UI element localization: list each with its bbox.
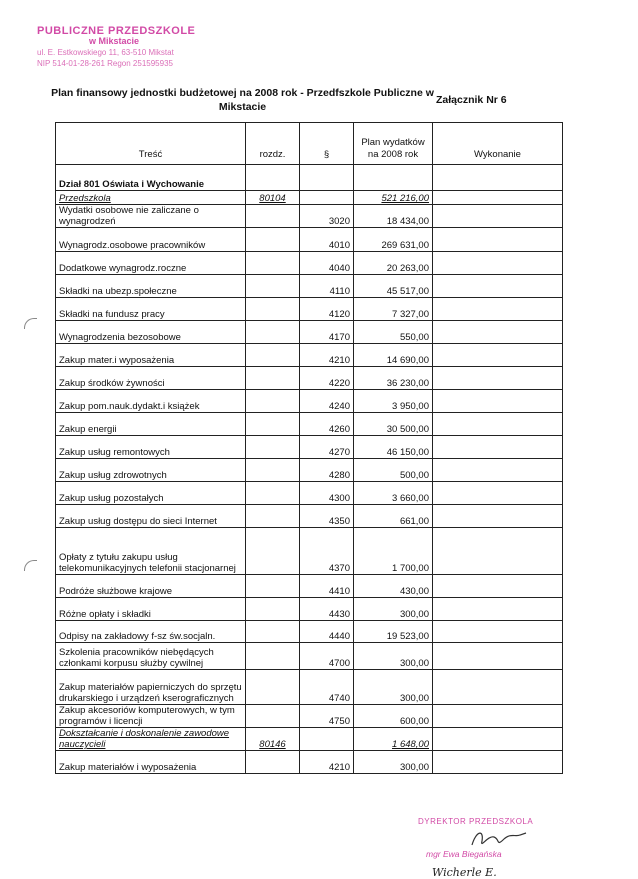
row-paragraph: 4370 <box>300 528 354 575</box>
row-rozdz <box>246 298 300 321</box>
row-rozdz <box>246 413 300 436</box>
table-row <box>56 670 563 705</box>
row-rozdz <box>246 436 300 459</box>
table-row <box>56 728 563 751</box>
director-name: mgr Ewa Biegańska <box>426 849 502 859</box>
row-plan-value: 661,00 <box>354 505 433 528</box>
row-tresc: Podróże służbowe krajowe <box>56 575 246 598</box>
row-wykonanie <box>433 705 563 728</box>
row-wykonanie <box>433 436 563 459</box>
col-header-rozdz: rozdz. <box>246 123 300 165</box>
table-row <box>56 275 563 298</box>
row-paragraph: 4210 <box>300 751 354 774</box>
row-plan-value: 300,00 <box>354 751 433 774</box>
row-tresc: Dokształcanie i doskonalenie zawodowe nauczycieli <box>56 728 246 751</box>
row-tresc: Szkolenia pracowników niebędących członkami korpusu służby cywilnej <box>56 643 246 670</box>
row-paragraph: 4110 <box>300 275 354 298</box>
table-row <box>56 367 563 390</box>
row-rozdz <box>246 598 300 621</box>
table-row <box>56 575 563 598</box>
stamp-line: w Mikstacie <box>89 36 140 46</box>
row-plan-value: 430,00 <box>354 575 433 598</box>
col-header-wykonanie: Wykonanie <box>433 123 563 165</box>
document-title: Plan finansowy jednostki budżetowej na 2008 rok - Przedfszkole Publiczne w Mikstacie <box>51 87 434 113</box>
row-tresc: Zakup materiałów papierniczych do sprzętu drukarskiego i urządzeń kserograficznych <box>56 670 246 705</box>
row-plan-value: 20 263,00 <box>354 252 433 275</box>
row-rozdz <box>246 505 300 528</box>
row-rozdz: 80146 <box>246 728 300 751</box>
row-paragraph: 4120 <box>300 298 354 321</box>
row-tresc: Odpisy na zakładowy f-sz św.socjaln. <box>56 621 246 643</box>
row-paragraph <box>300 191 354 205</box>
row-tresc: Zakup środków żywności <box>56 367 246 390</box>
row-plan-value: 19 523,00 <box>354 621 433 643</box>
row-plan-value: 300,00 <box>354 598 433 621</box>
table-row <box>56 621 563 643</box>
row-rozdz <box>246 321 300 344</box>
row-plan-value: 600,00 <box>354 705 433 728</box>
row-tresc: Składki na fundusz pracy <box>56 298 246 321</box>
row-paragraph: 4300 <box>300 482 354 505</box>
table-row <box>56 298 563 321</box>
table-row <box>56 482 563 505</box>
row-tresc: Zakup usług dostępu do sieci Internet <box>56 505 246 528</box>
row-tresc: Przedszkola <box>56 191 246 205</box>
row-rozdz <box>246 575 300 598</box>
table-row <box>56 705 563 728</box>
row-paragraph: 4740 <box>300 670 354 705</box>
row-paragraph: 4430 <box>300 598 354 621</box>
row-paragraph: 4280 <box>300 459 354 482</box>
row-wykonanie <box>433 275 563 298</box>
row-tresc: Zakup usług pozostałych <box>56 482 246 505</box>
row-plan-value: 500,00 <box>354 459 433 482</box>
row-plan-value: 550,00 <box>354 321 433 344</box>
row-paragraph: 4210 <box>300 344 354 367</box>
row-paragraph <box>300 728 354 751</box>
row-tresc: Zakup usług remontowych <box>56 436 246 459</box>
row-tresc: Dodatkowe wynagrodz.roczne <box>56 252 246 275</box>
row-wykonanie <box>433 390 563 413</box>
table-row <box>56 390 563 413</box>
row-plan-value: 45 517,00 <box>354 275 433 298</box>
row-plan-value: 3 660,00 <box>354 482 433 505</box>
table-row <box>56 191 563 205</box>
row-rozdz <box>246 228 300 252</box>
row-plan-value: 300,00 <box>354 670 433 705</box>
section-row <box>56 165 563 191</box>
institution-stamp <box>37 25 195 68</box>
row-paragraph: 4350 <box>300 505 354 528</box>
row-plan-value: 269 631,00 <box>354 228 433 252</box>
row-wykonanie <box>433 670 563 705</box>
row-paragraph: 4440 <box>300 621 354 643</box>
row-rozdz <box>246 344 300 367</box>
row-rozdz <box>246 621 300 643</box>
row-wykonanie <box>433 598 563 621</box>
punch-hole-mark <box>24 318 37 329</box>
row-wykonanie <box>433 321 563 344</box>
row-rozdz <box>246 367 300 390</box>
attachment-label: Załącznik Nr 6 <box>436 94 507 106</box>
row-wykonanie <box>433 728 563 751</box>
row-paragraph: 4700 <box>300 643 354 670</box>
financial-plan-table <box>55 122 563 774</box>
table-row <box>56 228 563 252</box>
stamp-line: NIP 514-01-28-261 Regon 251595935 <box>37 59 173 68</box>
row-rozdz <box>246 528 300 575</box>
row-rozdz: 80104 <box>246 191 300 205</box>
row-plan-value: 1 700,00 <box>354 528 433 575</box>
row-tresc: Opłaty z tytułu zakupu usług telekomunikacyjnych telefonii stacjonarnej <box>56 528 246 575</box>
row-plan-value: 521 216,00 <box>354 191 433 205</box>
row-wykonanie <box>433 252 563 275</box>
col-header-paragraph: § <box>300 123 354 165</box>
row-rozdz <box>246 252 300 275</box>
row-tresc: Zakup pom.nauk.dydakt.i książek <box>56 390 246 413</box>
row-paragraph: 4040 <box>300 252 354 275</box>
col-header-plan: Plan wydatków na 2008 rok <box>354 123 433 165</box>
row-paragraph: 4240 <box>300 390 354 413</box>
table-row <box>56 321 563 344</box>
row-wykonanie <box>433 751 563 774</box>
row-plan-value: 1 648,00 <box>354 728 433 751</box>
row-paragraph: 4260 <box>300 413 354 436</box>
row-plan-value: 46 150,00 <box>354 436 433 459</box>
row-rozdz <box>246 751 300 774</box>
row-tresc: Różne opłaty i składki <box>56 598 246 621</box>
row-wykonanie <box>433 482 563 505</box>
table-row <box>56 459 563 482</box>
row-tresc: Zakup usług zdrowotnych <box>56 459 246 482</box>
table-row <box>56 598 563 621</box>
row-tresc: Wydatki osobowe nie zaliczane o wynagrodzeń <box>56 205 246 228</box>
row-tresc: Składki na ubezp.społeczne <box>56 275 246 298</box>
row-wykonanie <box>433 228 563 252</box>
table-row <box>56 528 563 575</box>
row-tresc: Zakup akcesoriów komputerowych, w tym programów i licencji <box>56 705 246 728</box>
handwritten-name: Wicherle E. <box>432 866 497 879</box>
row-rozdz <box>246 459 300 482</box>
table-row <box>56 344 563 367</box>
row-wykonanie <box>433 621 563 643</box>
row-wykonanie <box>433 575 563 598</box>
row-plan-value: 3 950,00 <box>354 390 433 413</box>
row-rozdz <box>246 643 300 670</box>
stamp-line: ul. E. Estkowskiego 11, 63-510 Mikstat <box>37 48 174 57</box>
row-paragraph: 4010 <box>300 228 354 252</box>
table-row <box>56 252 563 275</box>
row-plan-value: 18 434,00 <box>354 205 433 228</box>
row-tresc: Zakup mater.i wyposażenia <box>56 344 246 367</box>
row-plan-value: 7 327,00 <box>354 298 433 321</box>
row-plan-value: 36 230,00 <box>354 367 433 390</box>
row-tresc: Wynagrodz.osobowe pracowników <box>56 228 246 252</box>
table-row <box>56 505 563 528</box>
row-rozdz <box>246 390 300 413</box>
table-row <box>56 413 563 436</box>
row-plan-value: 30 500,00 <box>354 413 433 436</box>
row-wykonanie <box>433 528 563 575</box>
table-row <box>56 643 563 670</box>
row-wykonanie <box>433 643 563 670</box>
director-stamp-title: DYREKTOR PRZEDSZKOLA <box>418 817 534 826</box>
row-wykonanie <box>433 205 563 228</box>
row-tresc: Wynagrodzenia bezosobowe <box>56 321 246 344</box>
row-paragraph: 4170 <box>300 321 354 344</box>
row-rozdz <box>246 670 300 705</box>
row-paragraph: 4410 <box>300 575 354 598</box>
row-plan-value: 14 690,00 <box>354 344 433 367</box>
row-wykonanie <box>433 191 563 205</box>
stamp-line: PUBLICZNE PRZEDSZKOLE <box>37 25 196 37</box>
row-wykonanie <box>433 413 563 436</box>
row-paragraph: 4270 <box>300 436 354 459</box>
row-wykonanie <box>433 505 563 528</box>
row-paragraph: 4750 <box>300 705 354 728</box>
punch-hole-mark <box>24 560 37 571</box>
row-wykonanie <box>433 459 563 482</box>
row-wykonanie <box>433 367 563 390</box>
row-paragraph: 3020 <box>300 205 354 228</box>
row-rozdz <box>246 705 300 728</box>
section-title: Dział 801 Oświata i Wychowanie <box>56 165 246 191</box>
table-row <box>56 751 563 774</box>
row-plan-value: 300,00 <box>354 643 433 670</box>
row-rozdz <box>246 275 300 298</box>
row-rozdz <box>246 205 300 228</box>
row-wykonanie <box>433 298 563 321</box>
row-tresc: Zakup materiałów i wyposażenia <box>56 751 246 774</box>
col-header-tresc: Treść <box>56 123 246 165</box>
table-row <box>56 436 563 459</box>
row-tresc: Zakup energii <box>56 413 246 436</box>
table-row <box>56 205 563 228</box>
row-rozdz <box>246 482 300 505</box>
row-paragraph: 4220 <box>300 367 354 390</box>
row-wykonanie <box>433 344 563 367</box>
